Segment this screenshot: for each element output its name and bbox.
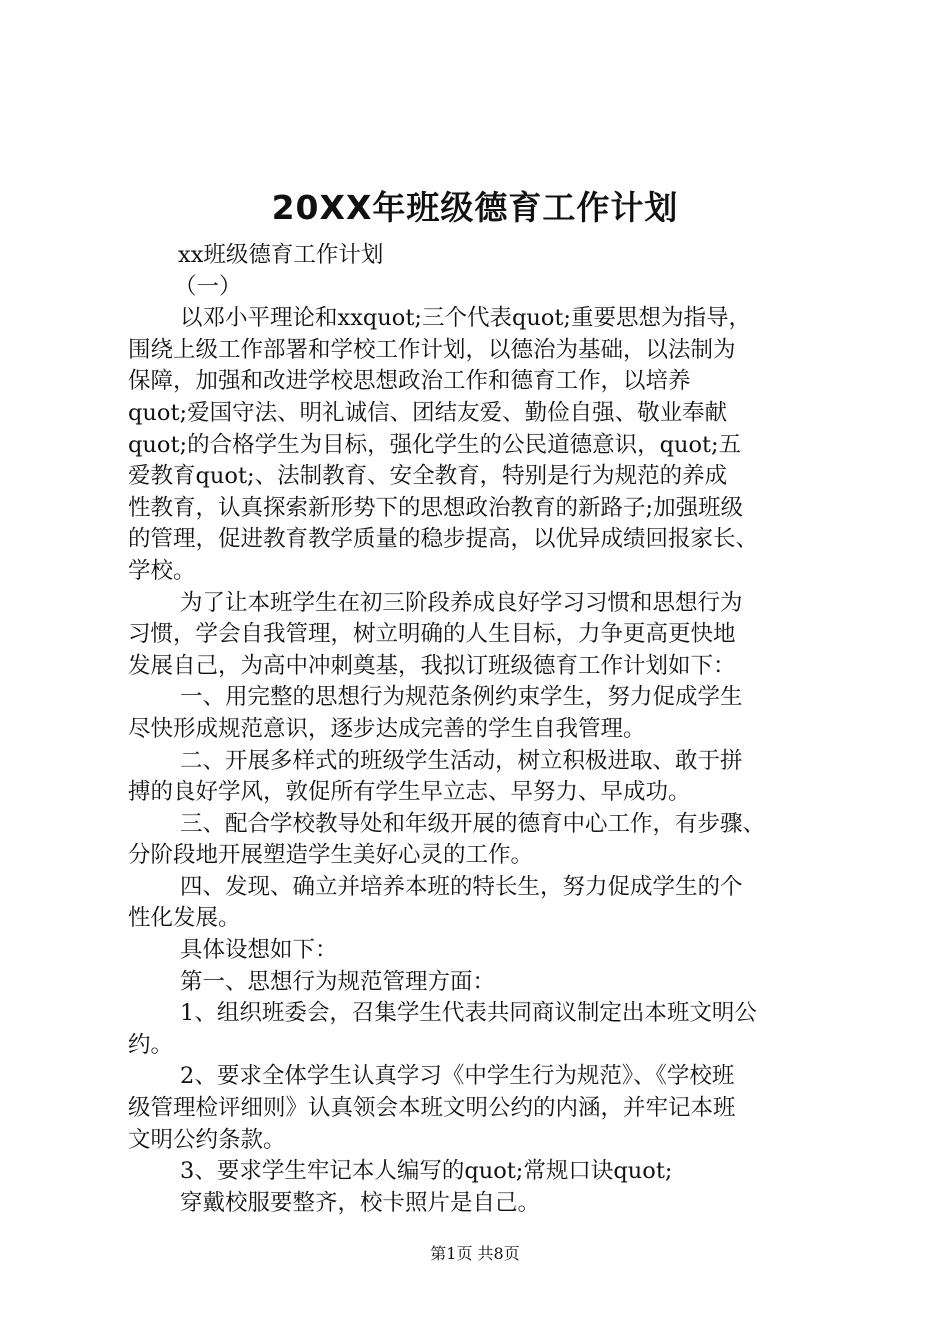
paragraph-line: 以邓小平理论和xxquot;三个代表quot;重要思想为指导，	[180, 305, 752, 332]
paragraph-line: quot;的合格学生为目标，强化学生的公民道德意识，quot;五	[128, 431, 742, 458]
paragraph-line: 1、组织班委会，召集学生代表共同商议制定出本班文明公	[180, 1000, 757, 1027]
page-footer: 第1页 共8页	[430, 1244, 520, 1263]
paragraph-line: 约。	[128, 1031, 174, 1058]
subtitle-line: xx班级德育工作计划	[178, 242, 384, 268]
paragraph-line: 性化发展。	[128, 905, 241, 932]
paragraph-line: 尽快形成规范意识，逐步达成完善的学生自我管理。	[128, 715, 646, 742]
paragraph-line: 保障，加强和改进学校思想政治工作和德育工作，以培养	[128, 368, 691, 395]
paragraph-line: 习惯，学会自我管理，树立明确的人生目标，力争更高更快地	[128, 621, 736, 648]
paragraph-line: 3、要求学生牢记本人编写的quot;常规口诀quot;	[180, 1158, 673, 1185]
paragraph-line: 第一、思想行为规范管理方面：	[180, 968, 496, 995]
paragraph-line: 的管理，促进教育教学质量的稳步提高，以优异成绩回报家长、	[128, 526, 759, 553]
paragraph-line: 发展自己，为高中冲刺奠基，我拟订班级德育工作计划如下：	[128, 652, 736, 679]
document-body	[128, 240, 832, 1219]
paragraph-line: 文明公约条款。	[128, 1126, 286, 1153]
paragraph-line: 搏的良好学风，敦促所有学生早立志、早努力、早成功。	[128, 779, 691, 806]
paragraph-line: 穿戴校服要整齐，校卡照片是自己。	[180, 1189, 541, 1216]
paragraph-line: 爱教育quot;、法制教育、安全教育，特别是行为规范的养成	[128, 463, 728, 490]
paragraph-line: 具体设想如下：	[180, 937, 338, 964]
paragraph-line: 为了让本班学生在初三阶段养成良好学习习惯和思想行为	[180, 589, 743, 616]
paragraph-line: 围绕上级工作部署和学校工作计划，以德治为基础，以法制为	[128, 336, 736, 363]
paragraph-line: 学校。	[128, 557, 196, 584]
paragraph-line: 级管理检评细则》认真领会本班文明公约的内涵，并牢记本班	[128, 1095, 736, 1122]
paragraph-line: quot;爱国守法、明礼诚信、团结友爱、勤俭自强、敬业奉献	[128, 399, 728, 426]
paragraph-line: 二、开展多样式的班级学生活动，树立积极进取、敢于拼	[180, 747, 743, 774]
paragraph-line: 一、用完整的思想行为规范条例约束学生，努力促成学生	[180, 684, 743, 711]
paragraph-line: 三、配合学校教导处和年级开展的德育中心工作，有步骤、	[180, 810, 766, 837]
paragraph-line: 性教育，认真探索新形势下的思想政治教育的新路子;加强班级	[128, 494, 744, 521]
paragraph-line: 四、发现、确立并培养本班的特长生，努力促成学生的个	[180, 873, 743, 900]
section-marker: （一）	[174, 273, 242, 300]
document-title: 20XX年班级德育工作计划	[271, 188, 679, 227]
paragraph-line: 分阶段地开展塑造学生美好心灵的工作。	[128, 842, 534, 869]
paragraph-line: 2、要求全体学生认真学习《中学生行为规范》、《学校班	[180, 1063, 735, 1090]
